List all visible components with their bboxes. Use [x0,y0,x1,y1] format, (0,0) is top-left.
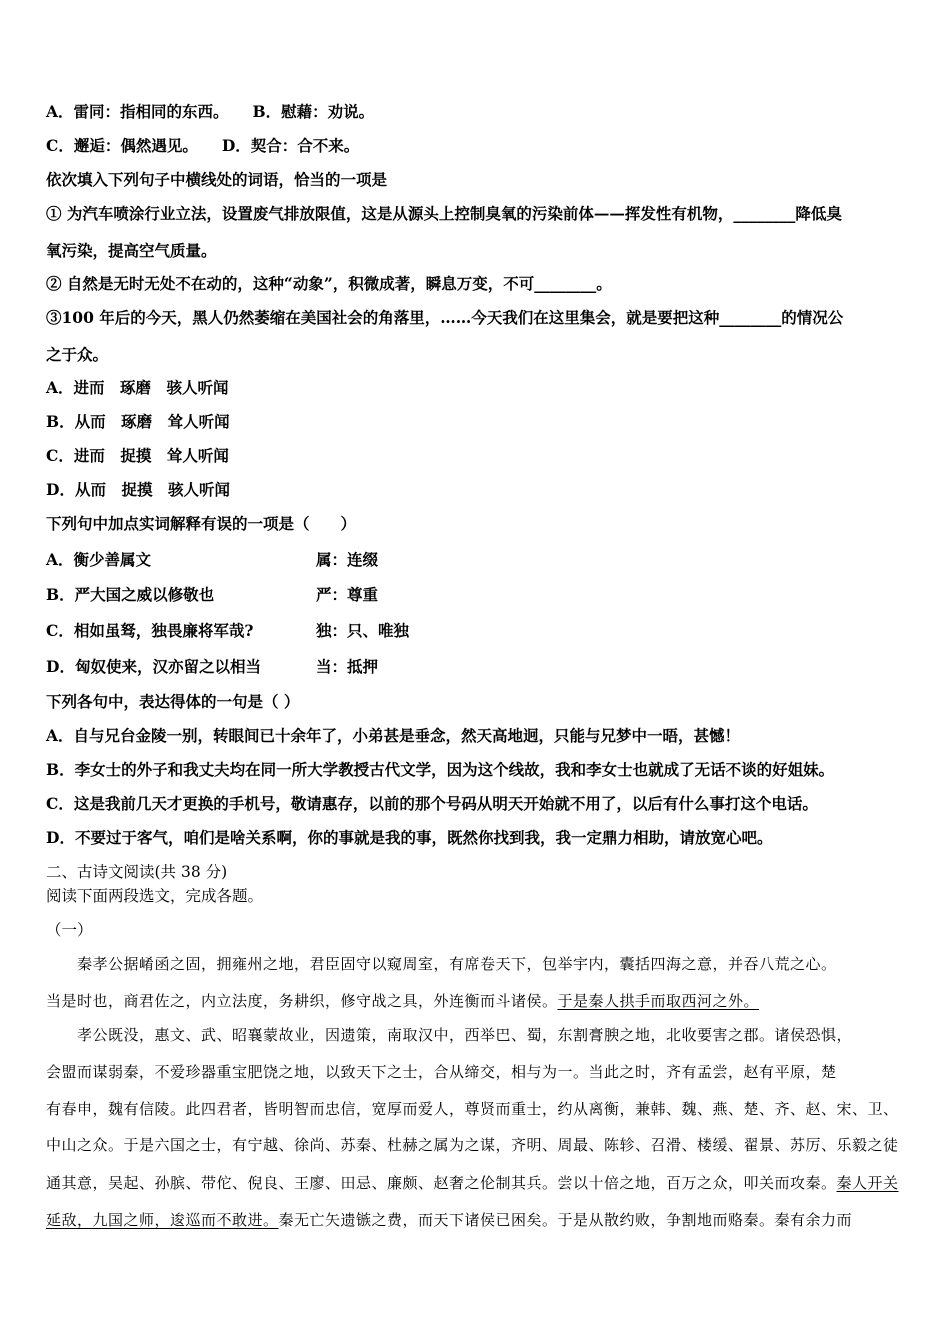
option-b: B．慰藉：劝说。 [252,102,375,121]
option-c: C．邂逅：偶然遇见。 [46,136,198,155]
fill-option-d: D．从而 捉摸 骇人听闻 [46,480,230,499]
passage-line: 通其意，吴起、孙膑、带佗、倪良、王廖、田忌、廉颇、赵奢之伦制其兵。尝以十倍之地，百万之众，叩关而攻秦。秦人开关 [46,1174,899,1192]
word-option-d: D．匈奴使来，汉亦留之以相当 当：抵押 [46,657,379,676]
fill-option-c: C．进而 捉摸 耸人听闻 [46,446,229,465]
passage-line: 秦孝公据崤函之固，拥雍州之地，君臣固守以窥周室，有席卷天下，包举宇内，囊括四海之意，并吞八荒之心。 [77,955,837,973]
passage-line: 孝公既没，惠文、武、昭襄蒙故业，因遗策，南取汉中，西举巴、蜀，东割膏腴之地，北收要害之郡。诸侯恐惧， [77,1026,853,1044]
word-option-a: A．衡少善属文 属：连缀 [46,550,379,569]
passage-part-label: （一） [46,921,93,939]
fill-sentence-1-cont: 氧污染，提高空气质量。 [46,241,217,260]
expr-option-b: B．李女士的外子和我丈夫均在同一所大学教授古代文学，因为这个线故，我和李女士也就成了无话不谈的好姐妹。 [46,760,835,779]
expr-option-a: A．自与兄台金陵一别，转眼间已十余年了，小弟甚是垂念，然天高地迥，只能与兄梦中一晤，甚憾！ [46,726,741,745]
fill-option-b: B．从而 琢磨 耸人听闻 [46,412,230,431]
passage-line: 当是时也，商君佐之，内立法度，务耕织，修守战之具，外连衡而斗诸侯。于是秦人拱手而取西河之外。 [46,992,760,1010]
fill-sentence-1: ① 为汽车喷涂行业立法，设置废气排放限值，这是从源头上控制臭氧的污染前体——挥发性有机物，________降低臭 [46,204,842,223]
fill-sentence-3-cont: 之于众。 [46,345,109,364]
underlined-sentence: 延敌，九国之师，逡巡而不敢进。 [46,1211,279,1229]
expr-option-d: D．不要过于客气，咱们是啥关系啊，你的事就是我的事，既然你找到我，我一定鼎力相助，请放宽心吧。 [46,828,773,847]
passage-line: 有春申，魏有信陵。此四君者，皆明智而忠信，宽厚而爱人，尊贤而重士，约从离衡，兼韩、魏、燕、楚、齐、赵、宋、卫、 [46,1100,899,1118]
expr-question-stem: 下列各句中，表达得体的一句是（ ） [46,692,300,711]
passage-line: 会盟而谋弱秦，不爱珍器重宝肥饶之地，以致天下之士，合从缔交，相与为一。当此之时，齐有孟尝，赵有平原，楚 [46,1063,837,1081]
fill-question-stem: 依次填入下列句子中横线处的词语，恰当的一项是 [46,170,388,189]
fill-sentence-2: ② 自然是无时无处不在动的，这种“动象”，积微成著，瞬息万变，不可________。 [46,274,612,293]
underlined-sentence: 秦人开关 [836,1174,899,1192]
word-question-stem: 下列句中加点实词解释有误的一项是（ ） [46,514,357,533]
word-option-c: C．相如虽驽，独畏廉将军哉? 独：只、唯独 [46,621,410,640]
fill-sentence-3: ③100 年后的今天，黑人仍然萎缩在美国社会的角落里，……今天我们在这里集会，就是要把这种________的情况公 [46,308,844,327]
section-intro: 阅读下面两段选文，完成各题。 [46,887,264,905]
section-heading: 二、古诗文阅读(共 38 分) [46,863,228,881]
underlined-sentence: 于是秦人拱手而取西河之外。 [557,992,760,1010]
option-d: D．契合：合不来。 [221,136,360,155]
prev-options-row-2 [46,135,908,157]
option-a: A．雷同：指相同的东西。 [46,102,229,121]
passage-line: 中山之众。于是六国之士，有宁越、徐尚、苏秦、杜赫之属为之谋，齐明、周最、陈轸、召滑、楼缓、翟景、苏厉、乐毅之徒 [46,1136,899,1154]
expr-option-c: C．这是我前几天才更换的手机号，敬请惠存，以前的那个号码从明天开始就不用了，以后有什么事打这个电话。 [46,794,818,813]
word-option-b: B．严大国之威以修敬也 严：尊重 [46,585,379,604]
passage-line: 延敌，九国之师，逡巡而不敢进。秦无亡矢遗镞之费，而天下诸侯已困矣。于是从散约败，争割地而赂秦。秦有余力而 [46,1211,853,1229]
prev-options-row-1 [46,101,908,123]
fill-option-a: A．进而 琢磨 骇人听闻 [46,378,229,397]
